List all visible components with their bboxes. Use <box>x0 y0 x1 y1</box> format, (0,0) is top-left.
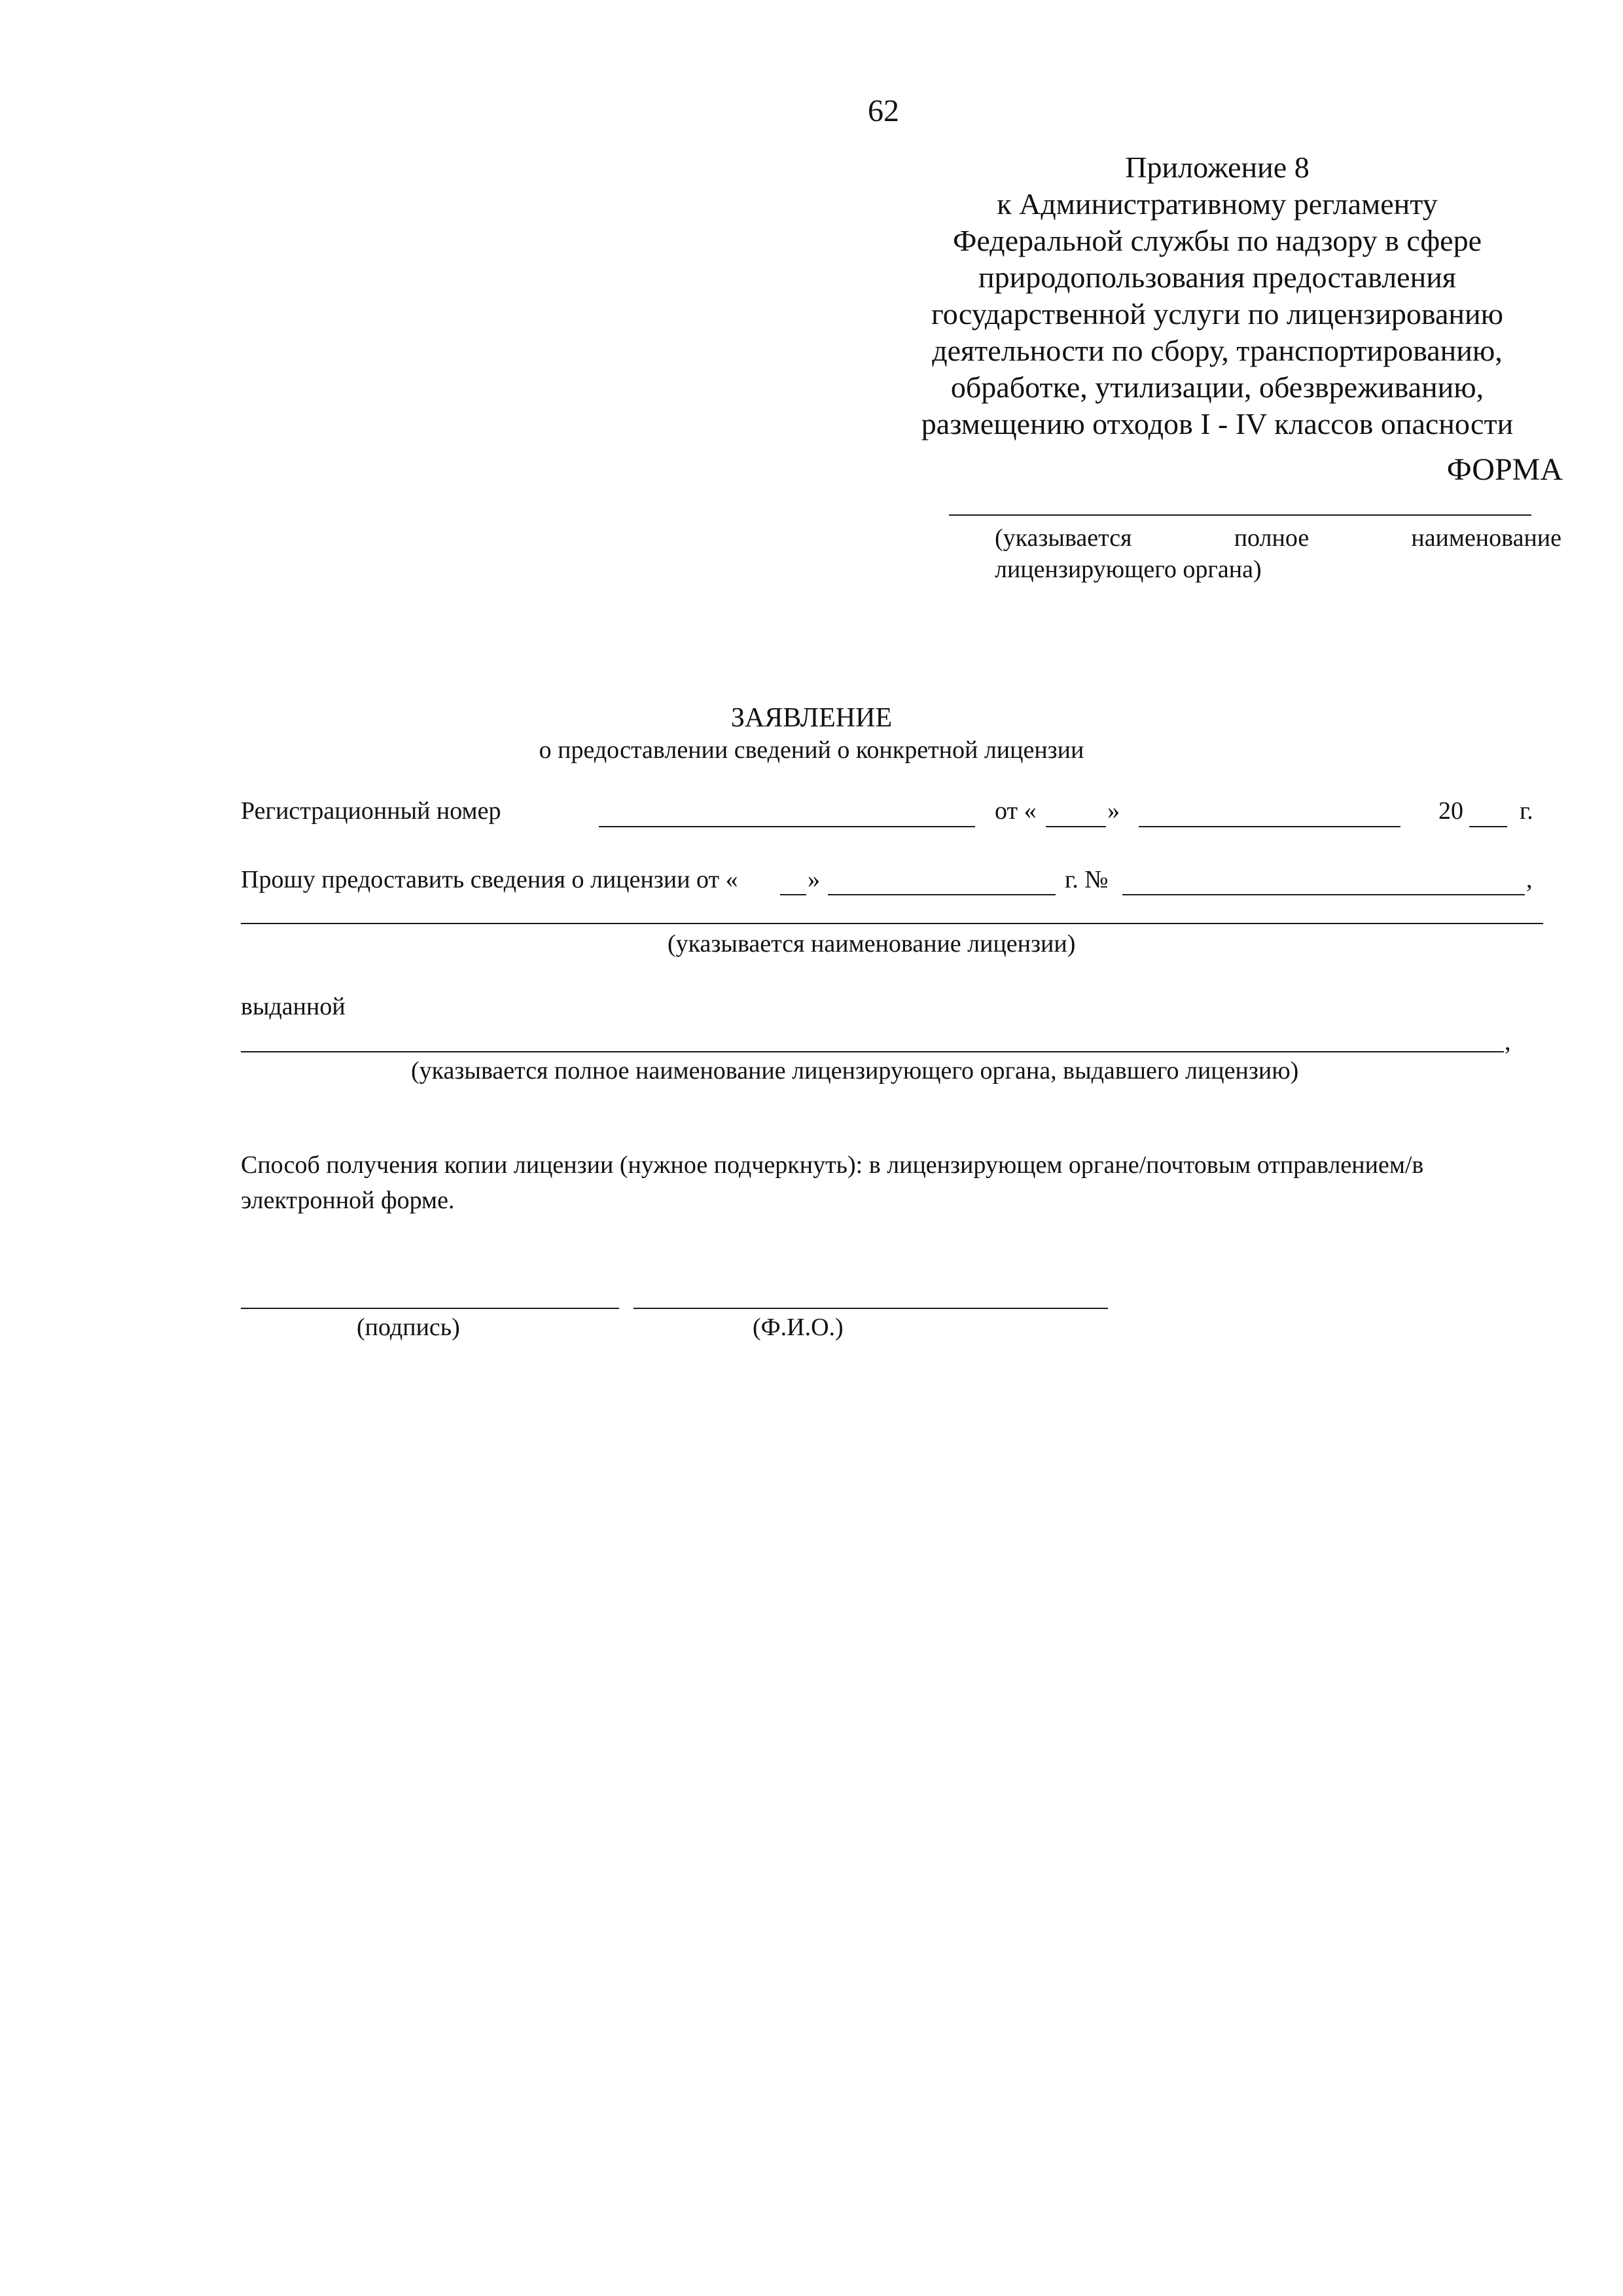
registration-month-field[interactable] <box>1139 826 1400 827</box>
request-license-number-field[interactable] <box>1122 894 1525 895</box>
signature-field[interactable] <box>241 1308 619 1309</box>
page-number: 62 <box>868 94 899 128</box>
note-word: (указывается <box>995 524 1132 552</box>
registration-year-suffix: г. <box>1520 797 1533 825</box>
request-day-field[interactable] <box>780 894 806 895</box>
issued-label: выданной <box>241 993 346 1020</box>
licensing-body-note-line2: лицензирующего органа) <box>995 556 1262 583</box>
appendix-line: деятельности по сбору, транспортированию, <box>932 334 1503 367</box>
delivery-method-line1: Способ получения копии лицензии (нужное подчеркнуть): в лицензирующем органе/почтовым отправлением/в <box>241 1151 1424 1179</box>
license-name-field[interactable] <box>241 923 1543 924</box>
appendix-line: к Административному регламенту <box>997 187 1438 221</box>
registration-year-prefix: 20 <box>1438 797 1463 825</box>
licensing-body-note <box>995 524 1561 552</box>
note-word: полное <box>1234 524 1310 552</box>
request-year-label: г. № <box>1065 866 1109 893</box>
full-name-label: (Ф.И.О.) <box>753 1314 844 1341</box>
request-comma: , <box>1526 866 1533 893</box>
appendix-line: обработке, утилизации, обезвреживанию, <box>950 370 1484 404</box>
issuer-field[interactable] <box>241 1051 1504 1052</box>
appendix-header <box>870 149 1564 442</box>
document-title: ЗАЯВЛЕНИЕ <box>730 703 893 733</box>
form-label: ФОРМА <box>1446 452 1563 487</box>
request-text: Прошу предоставить сведения о лицензии от « <box>241 866 738 893</box>
registration-day-field[interactable] <box>1046 826 1106 827</box>
appendix-line: Приложение 8 <box>1125 151 1310 184</box>
note-word: наименование <box>1411 524 1561 552</box>
issuer-note: (указывается полное наименование лицензирующего органа, выдавшего лицензию) <box>411 1057 1299 1085</box>
delivery-method-line2: электронной форме. <box>241 1187 455 1214</box>
appendix-line: природопользования предоставления <box>978 260 1456 294</box>
registration-quote-close: » <box>1107 797 1120 825</box>
request-month-field[interactable] <box>828 894 1056 895</box>
license-name-note: (указывается наименование лицензии) <box>668 930 1076 958</box>
issuer-comma: , <box>1505 1028 1511 1056</box>
signature-label: (подпись) <box>357 1314 460 1341</box>
registration-number-field[interactable] <box>599 826 975 827</box>
request-quote-close: » <box>808 866 820 893</box>
registration-number-label: Регистрационный номер <box>241 797 501 825</box>
appendix-line: государственной услуги по лицензированию <box>931 297 1503 331</box>
full-name-field[interactable] <box>633 1308 1108 1309</box>
registration-year-field[interactable] <box>1469 826 1507 827</box>
licensing-body-field[interactable] <box>949 514 1531 516</box>
document-subtitle: о предоставлении сведений о конкретной лицензии <box>539 736 1084 764</box>
registration-from-label: от « <box>995 797 1037 825</box>
appendix-line: Федеральной службы по надзору в сфере <box>953 224 1482 257</box>
appendix-line: размещению отходов I - IV классов опасности <box>921 407 1514 440</box>
